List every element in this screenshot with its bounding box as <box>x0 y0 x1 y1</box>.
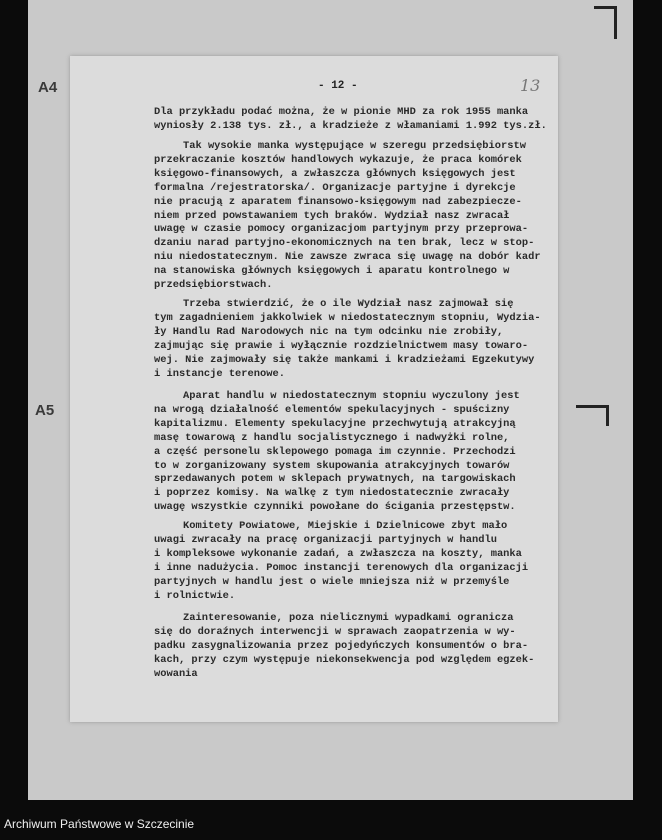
text-line: a część personelu sklepowego pomaga im czynnie. Przechodzi <box>154 445 516 458</box>
text-line: Zainteresowanie, poza nielicznymi wypadkami ogranicza <box>183 612 514 624</box>
text-line: księgowo-finansowych, a zwłaszcza głównych księgowych jest <box>154 167 516 180</box>
paragraph <box>154 612 534 682</box>
text-line: wowania <box>154 667 198 680</box>
text-line: przedsiębiorstwach. <box>154 279 273 292</box>
text-line: Dla przykładu podać można, że w pionie MHD za rok 1955 manka <box>154 106 529 118</box>
text-line: Tak wysokie manka występujące w szeregu przedsiębiorstw <box>183 140 526 152</box>
paragraph <box>154 106 547 134</box>
paragraph <box>154 520 528 603</box>
folio-number: 13 <box>520 76 541 95</box>
paragraph <box>154 298 541 381</box>
text-line: przekraczanie kosztów handlowych wykazuje, że praca komórek <box>154 153 522 166</box>
text-line: tym zagadnieniem jakkolwiek w niedostatecznym stopniu, Wydzia- <box>154 311 541 324</box>
text-line: kapitalizmu. Elementy spekulacyjne przechwytują atrakcyjną <box>154 417 516 430</box>
crop-mark-a5 <box>576 405 609 426</box>
text-line: to w zorganizowany system skupowania atrakcyjnych towarów <box>154 459 510 472</box>
text-line: i inne nadużycia. Pomoc instancji terenowych dla organizacji <box>154 561 529 574</box>
text-line: Komitety Powiatowe, Miejskie i Dzielnicowe zbyt mało <box>183 520 508 532</box>
text-line: uwagę w czasie pomocy organizacjom partyjnym przy przeprowa- <box>154 223 529 236</box>
text-line: się do doraźnych interwencji w sprawach zaopatrzenia w wy- <box>154 625 516 638</box>
text-line: i poprzez komisy. Na walkę z tym niedostatecznie zwracały <box>154 487 510 500</box>
text-line: formalna /rejestratorska/. Organizacje partyjne i dyrekcje <box>154 181 516 194</box>
text-line: Trzeba stwierdzić, że o ile Wydział nasz zajmował się <box>183 298 514 310</box>
text-line: niem przed powstawaniem tych braków. Wydział nasz zwracał <box>154 209 510 222</box>
text-line: niu niedostatecznym. Nie zawsze zwraca się uwagę na dobór kadr <box>154 251 541 264</box>
text-line: uwagę wszystkie czynniki powołane do ścigania przestępstw. <box>154 501 516 514</box>
text-line: dzaniu narad partyjno-ekonomicznych na ten brak, lecz w stop- <box>154 237 535 250</box>
text-line: na wrogą działalność elementów spekulacyjnych - spuścizny <box>154 403 510 416</box>
text-line: sprzedawanych potem w sklepach prywatnych, na targowiskach <box>154 473 516 486</box>
text-line: Aparat handlu w niedostatecznym stopniu wyczulony jest <box>183 390 520 402</box>
label-a4: A4 <box>38 79 58 96</box>
text-line: i rolnictwie. <box>154 589 236 602</box>
text-line: zajmując się prawie i wyłącznie rozdzielnictwem masy towaro- <box>154 339 529 352</box>
paragraph <box>154 390 520 515</box>
text-line: partyjnych w handlu jest o wiele mniejsza niż w przemyśle <box>154 575 510 588</box>
page-number: - 12 - <box>318 80 358 92</box>
text-line: padku zasygnalizowania przez pojedyńczych konsumentów o bra- <box>154 639 529 652</box>
text-line: na stanowiska głównych księgowych i aparatu kontrolnego w <box>154 265 510 278</box>
text-line: nie pracują z aparatem finansowo-księgowym nad zabezpiecze- <box>154 195 522 208</box>
text-line: wej. Nie zajmowały się także mankami i kradzieżami Egzekutywy <box>154 353 535 366</box>
text-line: i kompleksowe wykonanie zadań, a zwłaszcza na koszty, manka <box>154 547 522 560</box>
label-a5: A5 <box>35 402 55 419</box>
archive-credit: Archiwum Państwowe w Szczecinie <box>4 817 195 831</box>
paragraph <box>154 140 541 293</box>
text-line: kach, przy czym występuje niekonsekwencja pod względem egzek- <box>154 653 535 666</box>
text-line: wyniosły 2.138 tys. zł., a kradzieże z włamaniami 1.992 tys.zł. <box>154 119 547 132</box>
text-line: i instancje terenowe. <box>154 367 285 380</box>
text-line: ły Handlu Rad Narodowych nic na tym odcinku nie zrobiły, <box>154 325 504 338</box>
text-line: uwagi zwracały na pracę organizacji partyjnych w handlu <box>154 533 497 546</box>
text-line: masę towarową z handlu socjalistycznego i nadwyżki rolne, <box>154 431 510 444</box>
crop-mark-top <box>594 6 617 39</box>
